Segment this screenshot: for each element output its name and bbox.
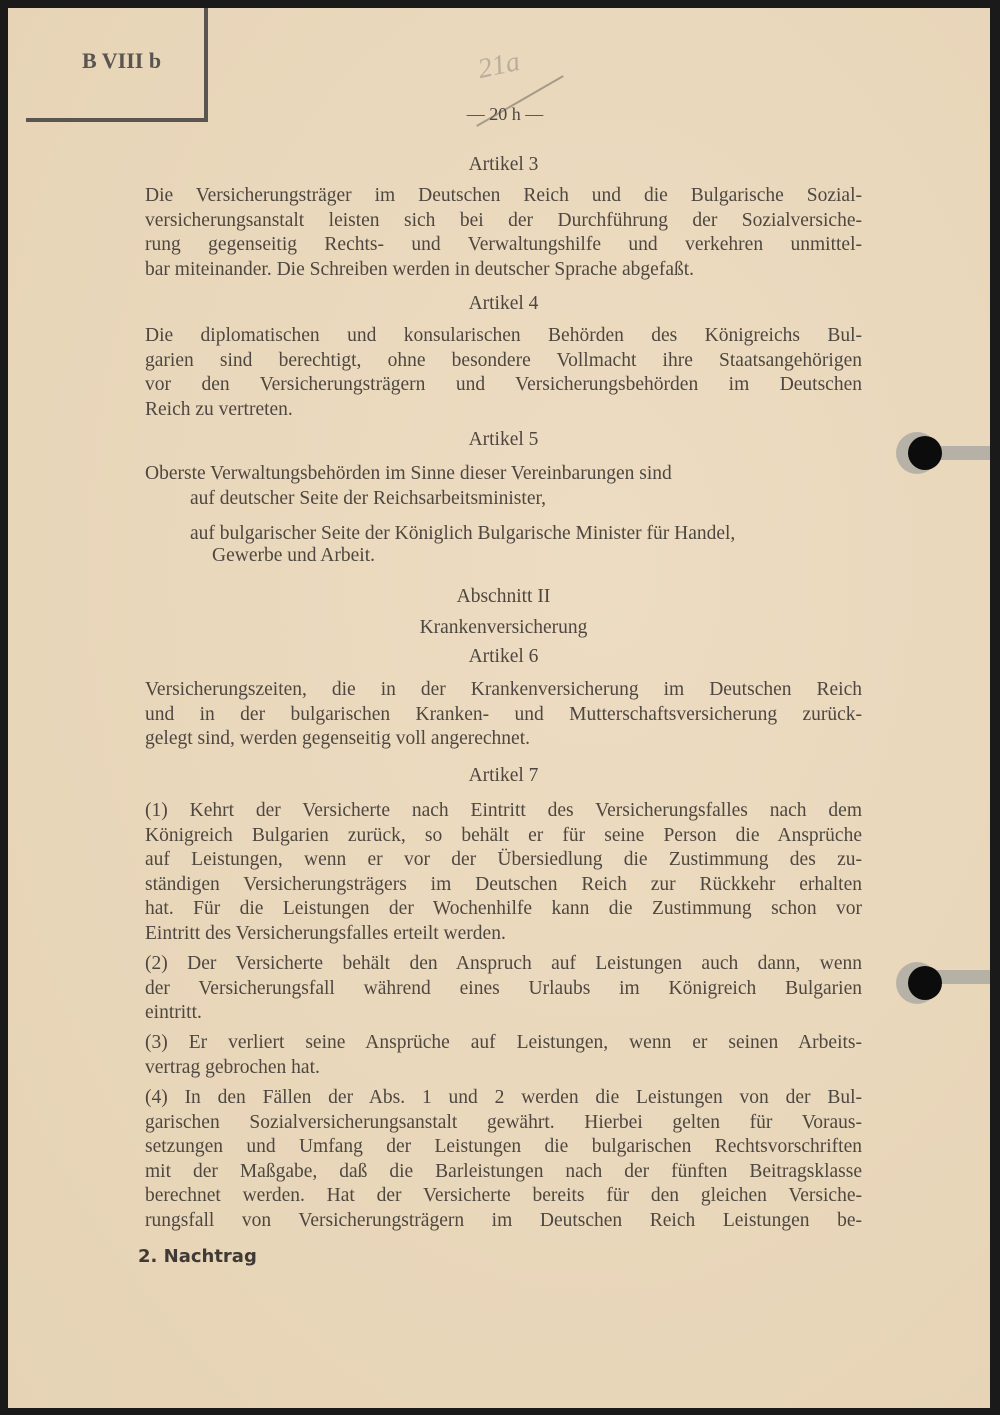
text-line: (1) Kehrt der Versicherte nach Eintritt des Versicherungsfalles nach dem: [145, 800, 862, 821]
text-line: rung gegenseitig Rechts- und Verwaltungshilfe und verkehren unmittel-: [145, 234, 862, 255]
paragraph: [145, 799, 862, 946]
section-heading: [145, 585, 862, 610]
text-line: auf deutscher Seite der Reichsarbeitsminister,: [190, 488, 547, 509]
paragraph: [145, 952, 862, 1026]
paragraph: [190, 487, 690, 512]
text-line: Versicherungszeiten, die in der Krankenversicherung im Deutschen Reich: [145, 679, 862, 700]
paragraph: [145, 1031, 862, 1080]
section-heading: [145, 616, 862, 641]
paragraph: [145, 184, 862, 282]
text-line: rungsfall von Versicherungsträgern im Deutschen Reich Leistungen be-: [145, 1209, 862, 1231]
punch-hole: [908, 436, 942, 470]
text-line: Die Versicherungsträger im Deutschen Reich und die Bulgarische Sozial-: [145, 185, 862, 206]
text-line: mit der Maßgabe, daß die Barleistungen nach der fünften Beitragsklasse: [145, 1160, 862, 1182]
paragraph: [145, 678, 862, 752]
text-line: Reich zu vertreten.: [145, 398, 293, 420]
section-heading: [145, 764, 862, 789]
text-line: vertrag gebrochen hat.: [145, 1056, 320, 1078]
text-line: setzungen und Umfang der Leistungen die bulgarischen Rechtsvorschriften: [145, 1136, 862, 1157]
text-line: Königreich Bulgarien zurück, so behält er für seine Person die Ansprüche: [145, 824, 862, 846]
text-line: der Versicherungsfall während eines Urlaubs im Königreich Bulgarien: [145, 977, 862, 999]
text-line: Gewerbe und Arbeit.: [212, 545, 375, 566]
heading-text: Artikel 7: [468, 765, 539, 786]
text-line: (2) Der Versicherte behält den Anspruch auf Leistungen auch dann, wenn: [145, 953, 862, 974]
heading-text: Krankenversicherung: [419, 617, 588, 638]
heading-text: Artikel 6: [468, 646, 539, 667]
paragraph: [190, 522, 862, 547]
text-line: garischen Sozialversicherungsanstalt gewährt. Hierbei gelten für Voraus-: [145, 1111, 862, 1133]
text-line: berechnet werden. Hat der Versicherte bereits für den gleichen Versiche-: [145, 1185, 862, 1206]
heading-text: Artikel 5: [468, 429, 539, 450]
supplement-label: 2. Nachtrag: [138, 1246, 257, 1267]
page-number: — 20 h —: [466, 104, 544, 124]
text-line: (3) Er verliert seine Ansprüche auf Leistungen, wenn er seinen Arbeits-: [145, 1032, 862, 1053]
text-line: eintritt.: [145, 1002, 202, 1023]
section-heading: [145, 292, 862, 317]
text-line: auf Leistungen, wenn er vor der Übersiedlung die Zustimmung des zu-: [145, 849, 862, 870]
section-heading: [145, 645, 862, 670]
text-line: gelegt sind, werden gegenseitig voll angerechnet.: [145, 728, 530, 749]
text-line: (4) In den Fällen der Abs. 1 und 2 werden die Leistungen von der Bul-: [145, 1087, 862, 1108]
paragraph: [145, 324, 862, 422]
text-line: Die diplomatischen und konsularischen Behörden des Königreichs Bul-: [145, 325, 862, 346]
text-line: versicherungsanstalt leisten sich bei der Durchführung der Sozialversiche-: [145, 209, 862, 231]
section-code: B VIII b: [82, 48, 162, 73]
section-heading: [145, 428, 862, 453]
paragraph: [212, 544, 612, 569]
text-line: auf bulgarischer Seite der Königlich Bulgarische Minister für Handel,: [190, 523, 736, 544]
handwritten-note: 21a: [475, 45, 523, 86]
heading-text: Artikel 3: [468, 154, 539, 175]
text-line: Eintritt des Versicherungsfalles erteilt werden.: [145, 922, 506, 944]
text-line: und in der bulgarischen Kranken- und Mutterschaftsversicherung zurück-: [145, 703, 862, 725]
heading-text: Artikel 4: [468, 293, 539, 314]
text-line: hat. Für die Leistungen der Wochenhilfe kann die Zustimmung schon vor: [145, 898, 862, 919]
paragraph: [145, 462, 790, 487]
text-line: ständigen Versicherungsträgers im Deutschen Reich zur Rückkehr erhalten: [145, 873, 862, 895]
text-line: vor den Versicherungsträgern und Versicherungsbehörden im Deutschen: [145, 374, 862, 395]
text-line: Oberste Verwaltungsbehörden im Sinne dieser Vereinbarungen sind: [145, 463, 672, 484]
text-line: garien sind berechtigt, ohne besondere Vollmacht ihre Staatsangehörigen: [145, 349, 862, 371]
paragraph: [145, 1086, 862, 1233]
section-heading: [145, 153, 862, 178]
text-line: bar miteinander. Die Schreiben werden in deutscher Sprache abgefaßt.: [145, 258, 695, 280]
heading-text: Abschnitt II: [456, 586, 551, 607]
punch-hole: [908, 966, 942, 1000]
